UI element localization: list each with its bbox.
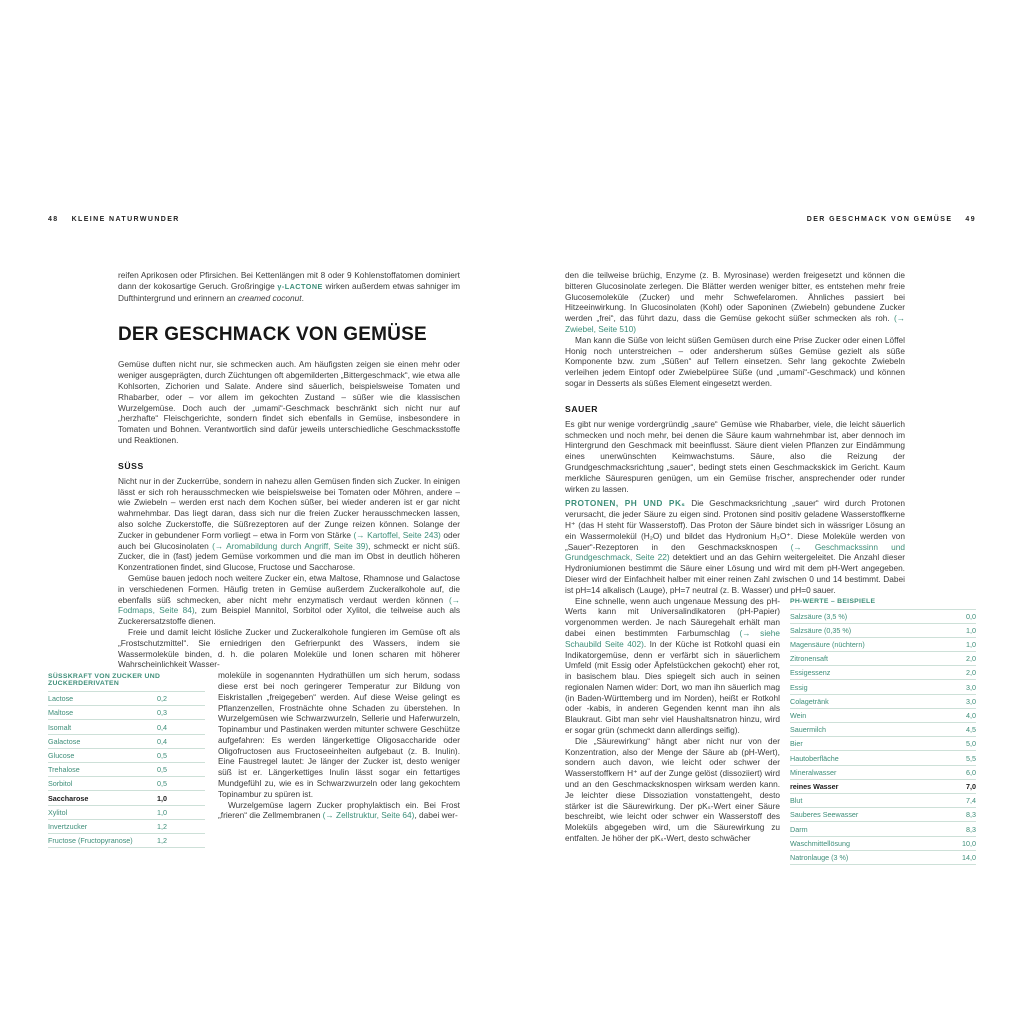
ph-table	[790, 598, 976, 865]
paragraph: Gemüse bauen jedoch noch weitere Zucker ein, etwa Maltose, Rhamnose und Galactose in verschiedenen Formen. Häufig treten in Gemüse außerdem Zuckeralkohole auf, die ebenfalls süß schmecken, aber nicht mehr enzymatisch verdaut werden können (→ Fodmaps, Seite 84), zum Beispiel Mannitol, Sorbitol oder Xylitol, die teilweise auch als Zuckerersatzstoffe dienen.	[118, 572, 460, 627]
sweetness-table-rows	[48, 692, 205, 848]
table-cell-label: Glucose	[48, 751, 75, 761]
table-cell-label: Sauberes Seewasser	[790, 810, 859, 820]
page-number-right: 49	[965, 216, 976, 223]
table-row	[790, 766, 976, 780]
table-row	[790, 723, 976, 737]
paragraph-continuation: reifen Aprikosen oder Pfirsichen. Bei Kettenlängen mit 8 oder 9 Kohlenstoffatomen dominiert dann der kokosartige Geruch. Großringige γ-LACTONE wirken außerdem etwas sahniger im Dufthintergrund und erinnern an creamed coconut.	[118, 270, 460, 303]
paragraph-protonen: PROTONEN, PH UND PKₛ Die Geschmacksrichtung „sauer“ wird durch Protonen verursacht, die jeder Säure zu eigen sind. Protonen sind positiv geladene Wasserstoffkerne H⁺ (das H steht für Wasserstoff). Das Proton der Säure bindet sich in wässriger Lösung an ein Wassermolekül (H₂O) und bildet das Hydronium H₃O⁺. Diese Moleküle werden von „Sauer“-Rezeptoren in den Geschmacksknospen (→ Geschmackssinn und Grundgeschmack, Seite 22) detektiert und an das Gehirn weitergeleitet. Die Anzahl dieser Hydroniumionen bestimmt die Säure einer Lösung und wird mit dem pH-Wert angegeben. Dieser wird der Einfachheit halber mit einer reinen Zahl zwischen 0 und 14 bestimmt. Dabei ist pH=14 alkalisch (Lauge), pH=7 neutral (z. B. Wasser) und pH=0 sauer.	[565, 498, 906, 595]
table-cell-label: Darm	[790, 824, 808, 834]
table-row	[790, 751, 976, 765]
table-row	[790, 780, 976, 794]
table-row	[790, 808, 976, 822]
table-row	[790, 638, 976, 652]
table-cell-label: Sorbitol	[48, 779, 73, 789]
wrap-zone-right	[565, 595, 976, 865]
chapter-title-left: KLEINE NATURWUNDER	[71, 216, 180, 223]
table-row	[48, 692, 205, 706]
table-cell-value: 3,0	[966, 696, 976, 706]
table-row	[48, 806, 205, 820]
running-head-left	[48, 216, 180, 223]
table-cell-label: Hautoberfläche	[790, 753, 839, 763]
table-row	[48, 749, 205, 763]
table-cell-value: 1,0	[966, 625, 976, 635]
table-row	[790, 822, 976, 836]
table-cell-value: 0,3	[157, 708, 167, 718]
table-row	[790, 837, 976, 851]
table-cell-label: reines Wasser	[790, 781, 839, 791]
table-row	[790, 794, 976, 808]
book-spread	[48, 216, 976, 865]
table-cell-label: Isomalt	[48, 722, 72, 732]
table-row	[48, 720, 205, 734]
paragraph: den die teilweise brüchig, Enzyme (z. B. Myrosinase) werden freigesetzt und können die bitteren Glucosinolate zerlegen. Die Blätter werden weniger bitter, es entstehen mehr freie Glucosemoleküle (Zucker) und mehr Schwefelaromen. Ähnliches passiert bei Hitzeeinwirkung. In Glucosinolaten (Kohl) oder Saponinen (Zwiebeln) gebundene Zucker werden „frei“, das führt dazu, dass die Gemüse gekocht süßer schmecken als roh. (→ Zwiebel, Seite 510)	[565, 270, 905, 334]
table-cell-label: Magensäure (nüchtern)	[790, 640, 865, 650]
paragraph: Nicht nur in der Zuckerrübe, sondern in nahezu allen Gemüsen finden sich Zucker. In einigen lässt er sich roh herausschmecken wie beispielsweise bei Tomaten oder Möhren, andere – wie Zwiebeln – werden erst nach dem Kochen süßer, bei wieder anderen ist er gar nicht wahrnehmbar. Das liegt daran, dass sich nur die freien Zucker herausschmecken lassen, also solche Zuckerstoffe, die Süßrezeptoren auf der Zunge reizen können. Solange der Zucker in gebundener Form vorliegt – etwa in Form von Stärke (→ Kartoffel, Seite 243) oder auch bei Glucosinolaten (→ Aromabildung durch Angriff, Seite 39), schmeckt er nicht süß. Zucker, die in (fast) jedem Gemüse vorkommen und die man im Obst in deutlich höheren Konzentrationen findet, sind Glucose, Fructose und Saccharose.	[118, 475, 460, 573]
table-cell-value: 5,0	[966, 739, 976, 749]
table-cell-label: Invertzucker	[48, 821, 88, 831]
table-cell-value: 7,4	[966, 796, 976, 806]
chapter-title-right: DER GESCHMACK VON GEMÜSE	[806, 216, 953, 223]
running-head	[48, 216, 976, 223]
table-row	[790, 666, 976, 680]
running-head-right	[807, 216, 976, 223]
table-cell-label: Xylitol	[48, 807, 68, 817]
table-cell-value: 7,0	[966, 781, 976, 791]
table-cell-label: Colagetränk	[790, 696, 829, 706]
table-cell-label: Blut	[790, 796, 803, 806]
table-cell-label: Waschmittellösung	[790, 838, 851, 848]
table-cell-value: 0,4	[157, 736, 167, 746]
table-row	[48, 834, 205, 848]
table-cell-label: Zitronensaft	[790, 654, 828, 664]
table-cell-label: Fructose (Fructopyranose)	[48, 836, 133, 846]
table-cell-value: 0,4	[157, 722, 167, 732]
table-row	[790, 695, 976, 709]
table-cell-value: 10,0	[962, 838, 976, 848]
table-row	[790, 652, 976, 666]
table-cell-value: 2,0	[966, 668, 976, 678]
table-cell-value: 4,0	[966, 711, 976, 721]
table-row	[48, 735, 205, 749]
table-cell-value: 5,5	[966, 753, 976, 763]
table-row	[790, 851, 976, 865]
sweetness-table-title: SÜSSKRAFT VON ZUCKER UND ZUCKERDERIVATEN	[48, 673, 205, 692]
table-cell-label: Saccharose	[48, 793, 89, 803]
table-cell-label: Salzsäure (0,35 %)	[790, 625, 852, 635]
paragraph: moleküle in sogenannten Hydrathüllen um sich herum, sodass diese erst bei noch geringerer Temperatur zur Bildung von Eiskristallen „freigegeben“ werden. Auf diese Weise gelingt es Pflanzenzellen, Frostnächte ohne Schaden zu überstehen. In Wurzelgemüsen wie Schwarzwurzeln, Sellerie und Haferwurzeln, Topinambur und Pastinaken werden mitunter schwere Geschütze aufgefahren: Es werden längerkettige Oligosaccharide oder Oligofructosen aus Fructoseeinheiten aufgebaut (z. B. Inulin). Eine Faustregel lautet: Je länger der Zucker ist, desto weniger süß ist er. Längerkettiges Inulin lässt sogar ein fettartiges Mundgefühl zu, wie es in Schwarzwurzeln oder lang gekochtem Topinambur zu spüren ist.	[218, 670, 460, 799]
table-cell-value: 0,5	[157, 751, 167, 761]
wrap-zone-left	[48, 670, 460, 848]
table-cell-value: 1,2	[157, 836, 167, 846]
table-row	[790, 737, 976, 751]
ph-table-title: PH-WERTE – BEISPIELE	[790, 598, 976, 610]
table-row	[48, 791, 205, 805]
paragraph: Eine schnelle, wenn auch ungenaue Messung des pH-Werts kann mit Universalindikatoren (pH-Papier) vorgenommen werden. Je nach Säuregehalt erhält man dabei einen bestimmten Farbumschlag (→ siehe Schaubild Seite 402). In der Küche ist Rotkohl quasi ein Indikatorgemüse, denn er verfärbt sich in säuerlichem Umfeld (mit Essig oder Äpfelstückchen gekocht) eher rot, in basischem blau. Dies spiegelt sich auch in seinen regionalen Namen wider: Dort, wo man ihn säuerlich mag (in Baden-Württemberg und im Norden), heißt er Rotkohl oder -kabis, in anderen Gegenden kennt man ihn als Blaukraut. Gibt man sehr viel Haushaltsnatron hinzu, wird er sogar grün (schmeckt dann allerdings seifig).	[565, 595, 781, 736]
section-heading-sauer: SAUER	[565, 403, 599, 414]
table-cell-label: Lactose	[48, 694, 74, 704]
table-cell-value: 1,2	[157, 821, 167, 831]
table-cell-value: 0,5	[157, 779, 167, 789]
page-title: DER GESCHMACK VON GEMÜSE	[118, 324, 427, 346]
ph-table-rows	[790, 610, 976, 865]
table-row	[48, 763, 205, 777]
table-cell-label: Essig	[790, 682, 808, 692]
table-cell-value: 14,0	[962, 852, 976, 862]
table-cell-value: 1,0	[157, 807, 167, 817]
table-row	[48, 706, 205, 720]
pages-row	[48, 270, 976, 865]
table-cell-label: Mineralwasser	[790, 767, 837, 777]
sweetness-table	[48, 673, 205, 848]
table-row	[790, 709, 976, 723]
page-number-left: 48	[48, 216, 59, 223]
paragraph: Es gibt nur wenige vordergründig „saure“ Gemüse wie Rhabarber, viele, die leicht säuerlich schmecken und noch mehr, bei denen die Säure kaum wahrnehmbar ist, aber dennoch im Hintergrund den Geschmack mit beeinflusst. Säure dient vielen Pflanzen zur Eindämmung eines unerwünschten Keimwachstums. Säure, also die Reizung der Grundgeschmacksrichtung „sauer“, bedingt stets einen Geschmackskick im Gericht. Kaum merkliche Säurespuren genügen, um ein Gemüse frischer, ansprechender oder runder wirken zu lassen.	[565, 418, 905, 494]
paragraph: Man kann die Süße von leicht süßen Gemüsen durch eine Prise Zucker oder einen Löffel Honig noch unterstreichen – oder andersherum süßes Gemüse gezielt als süße Komponente bzw. zum „Süßen“ auf Tellern einsetzen. Sehr lang gekochte Zwiebeln verleihen jedem Eintopf oder Zwiebelpüree Süße (und „umami“-Geschmack) und können sogar in Desserts als süßes Element eingesetzt werden.	[565, 334, 905, 388]
table-row	[48, 777, 205, 791]
table-cell-value: 4,5	[966, 725, 976, 735]
table-row	[790, 610, 976, 624]
table-cell-label: Bier	[790, 739, 803, 749]
table-cell-label: Maltose	[48, 708, 74, 718]
table-cell-label: Sauermilch	[790, 725, 826, 735]
page-right	[565, 270, 976, 865]
table-cell-value: 1,0	[157, 793, 167, 803]
table-row	[48, 820, 205, 834]
page-left	[48, 270, 460, 848]
paragraph-intro: Gemüse duften nicht nur, sie schmecken auch. Am häufigsten zeigen sie einen mehr oder weniger ausgeprägten, durch Züchtungen oft abgemilderten „Bittergeschmack“, wie etwa alle Kohlsorten, Zichorien und Salate. Andere sind säuerlich, beispielsweise Tomaten und Rhabarber, oder – vor allem im gekochten Zustand – süßer wie die klassischen Wurzelgemüse. Doch auch der „umami“-Geschmack beschränkt sich nicht nur auf „herzhafte“ Fleischgerichte, sondern findet sich ebenfalls in Gemüse, insbesondere in Tomaten und Bohnen. Verantwortlich sind dafür jeweils unterschiedliche Geschmacksstoffe und Reaktionen.	[118, 359, 460, 445]
table-cell-value: 2,0	[966, 654, 976, 664]
table-cell-value: 3,0	[966, 682, 976, 692]
table-cell-value: 8,3	[966, 824, 976, 834]
table-cell-label: Natronlauge (3 %)	[790, 852, 849, 862]
paragraph: Die „Säurewirkung“ hängt aber nicht nur von der Konzentration, also der Menge der Säure ab (pH-Wert), sondern auch davon, wie leicht oder schwer der Wasserstoffkern H⁺ auf der Zunge gelöst (dissoziiert) wird und an den Geschmacksknospen wirksam werden kann. Je leichter diese Dissoziation vonstattengeht, desto stärker ist die Säurewirkung. Der pKₛ-Wert einer Säure beschreibt, wie leicht oder schwer ein Wasserstoff des Moleküls abgegeben wird, um die Säurewirkung zu entfalten. Je höher der pKₛ-Wert, desto schwächer	[565, 735, 780, 844]
table-cell-value: 1,0	[966, 640, 976, 650]
table-cell-label: Salzsäure (3,5 %)	[790, 611, 848, 621]
table-cell-label: Galactose	[48, 736, 81, 746]
table-row	[790, 680, 976, 694]
section-heading-suess: SÜSS	[118, 460, 144, 471]
table-cell-value: 0,5	[157, 765, 167, 775]
paragraph: Wurzelgemüse lagern Zucker prophylaktisch ein. Bei Frost „frieren“ die Zellmembranen (→ Zellstruktur, Seite 64), dabei wer-	[218, 799, 460, 821]
table-row	[790, 624, 976, 638]
table-cell-value: 6,0	[966, 767, 976, 777]
table-cell-value: 8,3	[966, 810, 976, 820]
table-cell-value: 0,2	[157, 694, 167, 704]
table-cell-value: 0,0	[966, 611, 976, 621]
table-cell-label: Wein	[790, 711, 807, 721]
table-cell-label: Essigessenz	[790, 668, 831, 678]
table-cell-label: Trehalose	[48, 765, 80, 775]
paragraph: Freie und damit leicht lösliche Zucker und Zuckeralkohole fungieren im Gemüse oft als „Frostschutzmittel“. Sie erniedrigen den Gefrierpunkt des Wassers, indem sie Wassermoleküle binden, d. h. die polaren Moleküle und Ionen scharen mit höherer Wahrscheinlichkeit Wasser-	[118, 626, 460, 670]
